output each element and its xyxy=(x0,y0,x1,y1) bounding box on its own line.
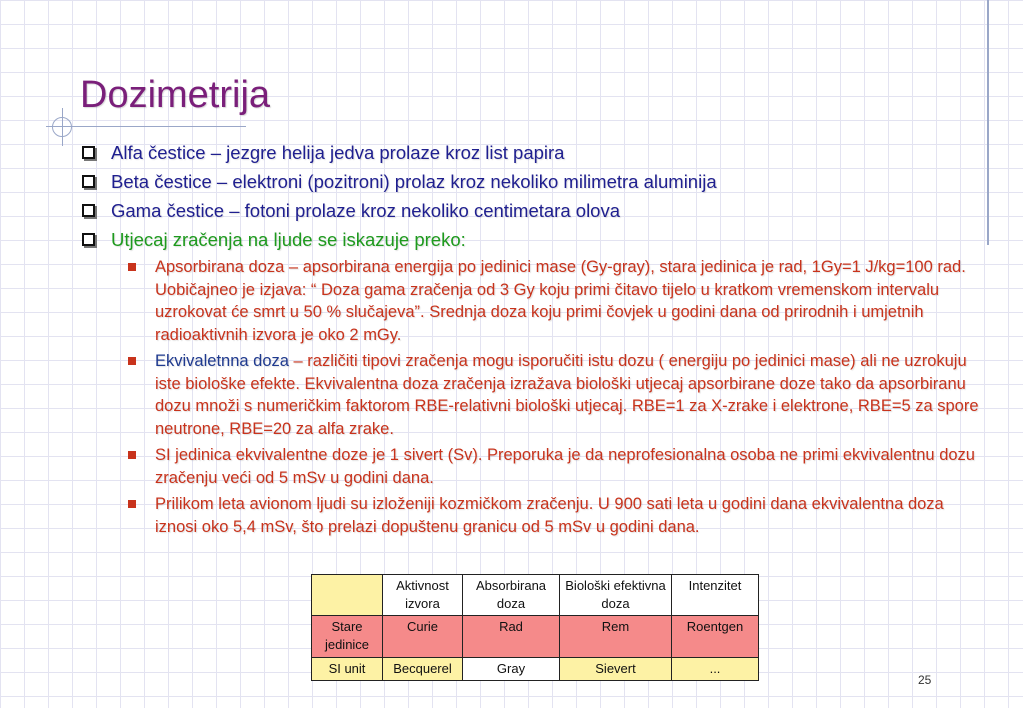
table-cell: Curie xyxy=(383,616,463,657)
table-header-cell: Absorbirana doza xyxy=(463,575,560,616)
bullet-text: Beta čestice – elektroni (pozitroni) prolaz kroz nekoliko milimetra aluminija xyxy=(111,171,717,192)
decorative-cross-line xyxy=(62,108,63,146)
decorative-horizontal-line xyxy=(46,126,246,127)
square-bullet-icon xyxy=(128,451,136,459)
table-cell: Gray xyxy=(463,657,560,680)
bullet-text: Alfa čestice – jezgre helija jedva prolaze kroz list papira xyxy=(111,142,565,163)
square-bullet-icon xyxy=(128,357,136,365)
table-cell: Rad xyxy=(463,616,560,657)
units-table xyxy=(311,574,759,681)
table-cell: Roentgen xyxy=(672,616,759,657)
subbullet-text: – apsorbirana energija po jedinici mase (Gy-gray), stara jedinica je rad, 1Gy=1 J/kg=100 rad. Uobičajneo je izjava: “ Doza gama zračenja od 3 Gy koju primi čitavo tijelo u kratkom vremenskom intervalu uzrokovat će smrt u 50 % slučajeva”. Srednja doza koju primi čovjek u godini dana od prirodnih i umjetnih radioaktivnih izvora je oko 2 mGy. xyxy=(155,258,966,344)
table-row xyxy=(312,657,759,680)
table-header-cell xyxy=(312,575,383,616)
table-header-cell: Aktivnost izvora xyxy=(383,575,463,616)
slide-title: Dozimetrija xyxy=(80,74,271,116)
checkbox-bullet-icon xyxy=(82,233,95,246)
table-header-cell: Intenzitet xyxy=(672,575,759,616)
subbullet-text: – različiti tipovi zračenja mogu isporučiti istu dozu ( energiju po jedinici mase) ali ne uzrokuju iste biološke efekte. Ekvivalentna doza zračenja izražava biološki utjecaj apsorbirane doze tako da apsorbiranu dozu množi s numeričkim faktorom RBE-relativni biološki utjecaj. RBE=1 za X-zrake i elektrone, RBE=5 za spore neutrone, RBE=20 za alfa zrake. xyxy=(155,352,979,438)
square-bullet-icon xyxy=(128,263,136,271)
bullet-item xyxy=(80,167,990,196)
table-row xyxy=(312,616,759,657)
bullet-text: Gama čestice – fotoni prolaze kroz nekoliko centimetara olova xyxy=(111,200,621,221)
subbullet-item xyxy=(128,444,990,489)
subbullet-item xyxy=(128,256,990,346)
table-cell: Becquerel xyxy=(383,657,463,680)
subbullet-term: Ekvivaletnna doza xyxy=(155,352,289,370)
checkbox-bullet-icon xyxy=(82,175,95,188)
bullet-item xyxy=(80,225,990,254)
table-cell: SI unit xyxy=(312,657,383,680)
checkbox-bullet-icon xyxy=(82,146,95,159)
table-header-row xyxy=(312,575,759,616)
table-cell: ... xyxy=(672,657,759,680)
table-cell: Sievert xyxy=(560,657,672,680)
square-bullet-icon xyxy=(128,500,136,508)
page-number: 25 xyxy=(918,673,932,687)
bullet-item xyxy=(80,196,990,225)
subbullet-text: Prilikom leta avionom ljudi su izloženiji kozmičkom zračenju. U 900 sati leta u godini dana ekvivalentna doza iznosi oko 5,4 mSv, što prelazi dopuštenu granicu od 5 mSv u godini dana. xyxy=(155,495,944,536)
subbullet-item xyxy=(128,493,990,538)
table-cell: Rem xyxy=(560,616,672,657)
bullet-item xyxy=(80,138,990,167)
subbullet-text: SI jedinica ekvivalentne doze je 1 sivert (Sv). Preporuka je da neprofesionalna osoba ne primi ekvivalentnu dozu zračenju veći od 5 mSv u godini dana. xyxy=(155,446,975,487)
subbullet-term: Apsorbirana doza xyxy=(155,258,285,276)
table-header-cell: Biološki efektivna doza xyxy=(560,575,672,616)
checkbox-bullet-icon xyxy=(82,204,95,217)
bullet-list xyxy=(80,138,990,542)
subbullet-item xyxy=(128,350,990,440)
table-cell: Stare jedinice xyxy=(312,616,383,657)
bullet-text: Utjecaj zračenja na ljude se iskazuje preko: xyxy=(111,229,466,250)
